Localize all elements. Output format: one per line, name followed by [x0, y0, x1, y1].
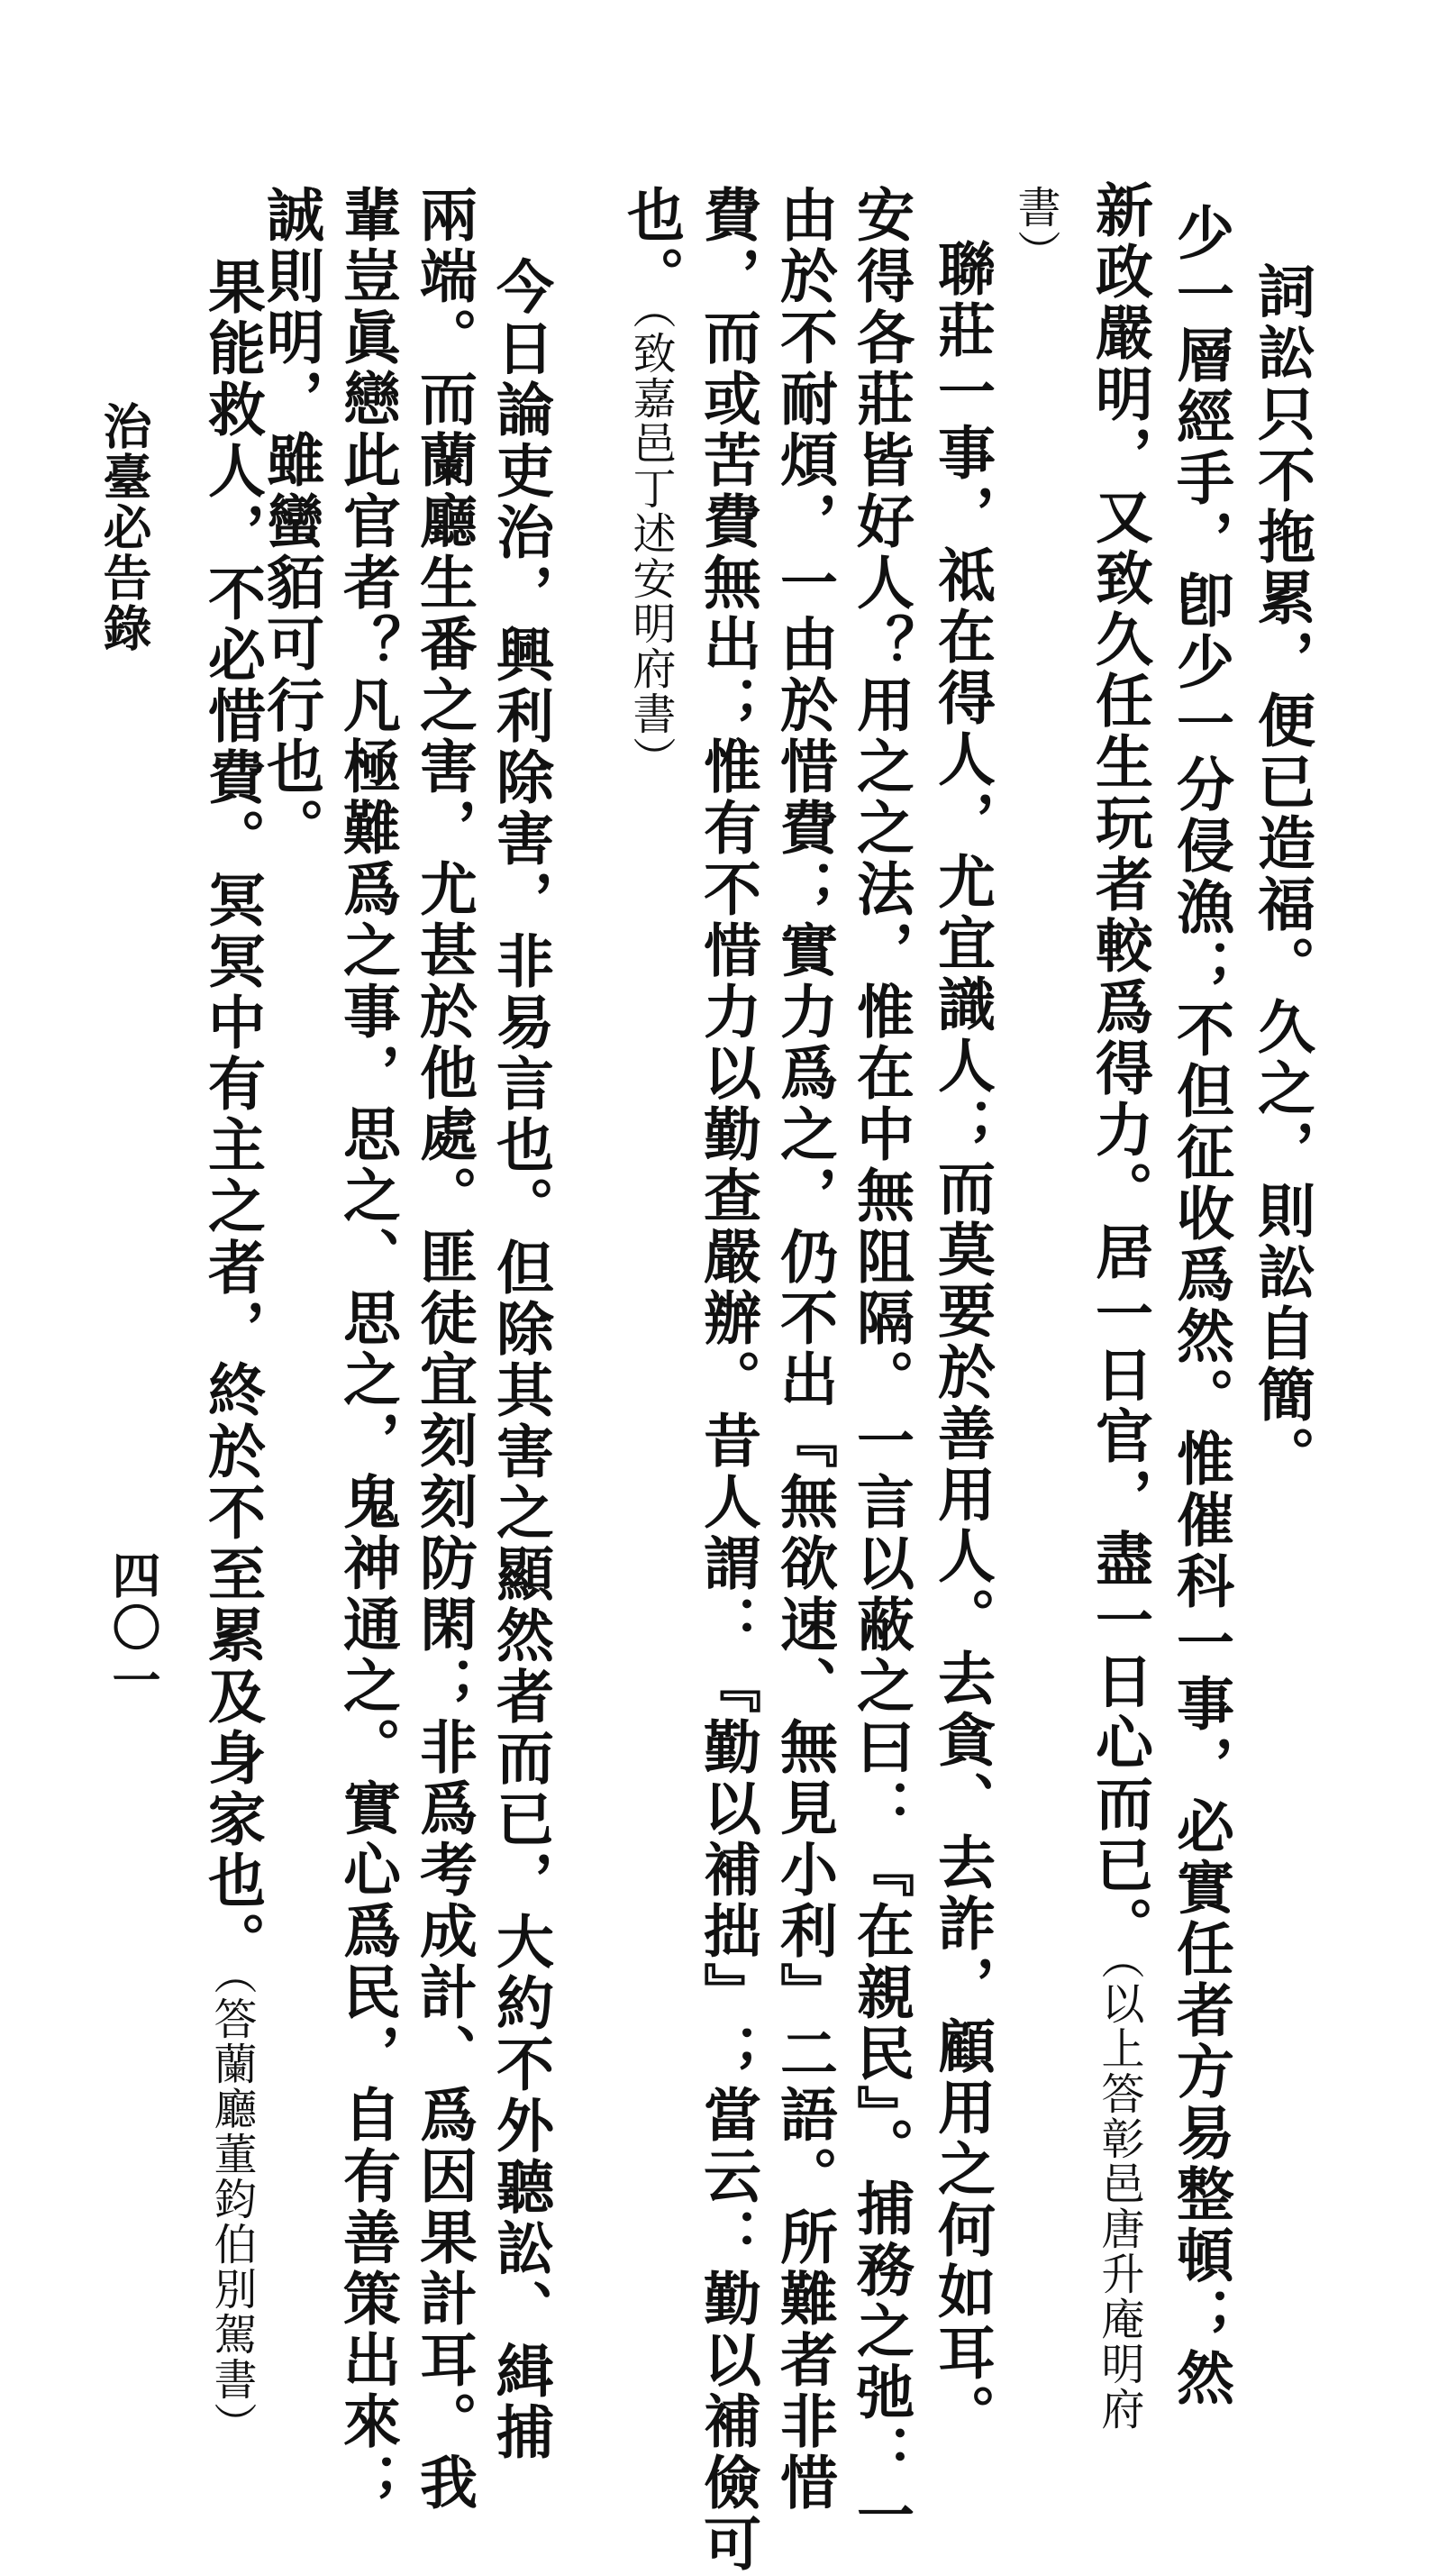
page-number: [99, 1550, 168, 1707]
book-title: [90, 401, 159, 653]
text-column-5: [928, 239, 996, 2445]
text-column-3: [1086, 180, 1153, 2432]
text-column-2: [1167, 203, 1234, 2409]
book-title-text: 治臺必告錄: [96, 401, 153, 653]
text-column-10: [487, 257, 554, 2463]
text-column-7: [770, 185, 838, 2514]
column-text: 詞訟只不拖累，便已造福。久之，則訟自簡。: [1248, 261, 1315, 1487]
column-annotation: （以上答彰邑唐升庵明府: [1094, 1958, 1144, 2432]
text-column-6: [847, 185, 915, 2546]
column-annotation: （答蘭廳董鈞伯別駕書）: [206, 1973, 257, 2447]
column-text: 輩豈眞戀此官者？凡極難爲之事，思之、思之，鬼神通之。實心爲民，自有善策出來；: [333, 185, 401, 2514]
column-text: 由於不耐煩，一由於惜費；實力爲之，仍不出『無欲速、無見小利』二語。所難者非惜: [770, 185, 838, 2514]
column-text: 兩端。而蘭廳生番之害，尤甚於他處。匪徒宜刻刻防閑；非爲考成計、爲因果計耳。我: [410, 185, 478, 2514]
text-column-12: [333, 185, 401, 2514]
text-column-9: [617, 185, 685, 781]
column-text: 安得各莊皆好人？用之之法，惟在中無阻隔。一言以蔽之曰：『在親民』。捕務之弛：一: [847, 185, 915, 2546]
column-text: 也。: [617, 185, 685, 307]
column-text: 少一層經手，卽少一分侵漁；不但征收爲然。惟催科一事，必實任者方易整頓；然: [1167, 203, 1234, 2409]
page-number-text: 四〇一: [105, 1550, 162, 1707]
text-column-4: [1010, 185, 1060, 275]
text-column-13: [257, 185, 324, 859]
column-text: 書）: [1010, 185, 1060, 275]
text-column-1: [1248, 261, 1315, 1487]
text-column-14: [198, 257, 266, 2447]
column-text: 今日論吏治，興利除害，非易言也。但除其害之顯然者而已，大約不外聽訟、緝捕: [487, 257, 554, 2463]
column-annotation: （致嘉邑丁述安明府書）: [625, 307, 676, 781]
column-text: 果能救人，不必惜費。冥冥中有主之者，終於不至累及身家也。: [198, 257, 266, 1973]
column-text: 聯莊一事，祗在得人，尤宜識人；而莫要於善用人。去貪、去詐，顧用之何如耳。: [928, 239, 996, 2445]
text-column-11: [410, 185, 478, 2514]
column-text: 新政嚴明，又致久任生玩者較爲得力。居一日官，盡一日心而已。: [1086, 180, 1153, 1958]
column-text: 費，而或苦費無出；惟有不惜力以勤查嚴辦。昔人謂：『勤以補拙』；當云：勤以補儉可: [694, 185, 761, 2575]
column-text: 誠則明，雖蠻貊可行也。: [257, 185, 324, 859]
text-column-8: [694, 185, 761, 2575]
